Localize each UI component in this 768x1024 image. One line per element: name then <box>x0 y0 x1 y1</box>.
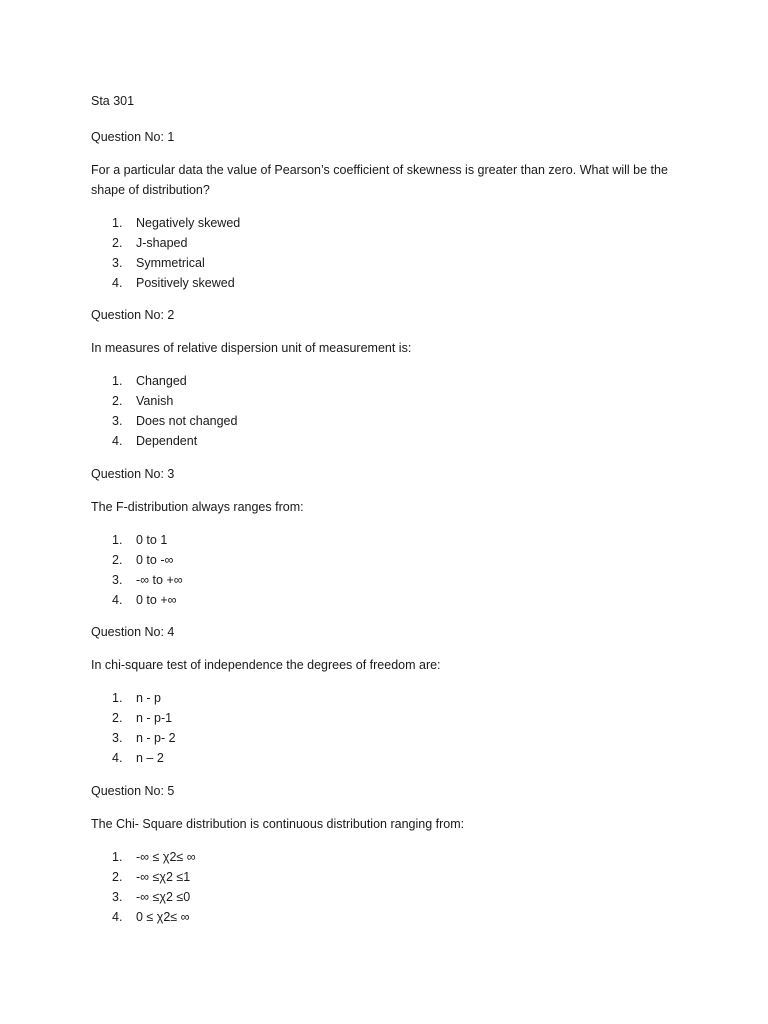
options-list <box>91 847 691 927</box>
option-number: 1. <box>112 216 123 230</box>
option-text: -∞ to +∞ <box>136 573 183 587</box>
option-text: Positively skewed <box>136 276 235 290</box>
question-1 <box>91 127 691 293</box>
option <box>91 253 691 273</box>
option <box>91 570 691 590</box>
option <box>91 431 691 451</box>
option-number: 4. <box>112 751 123 765</box>
option-number: 2. <box>112 236 123 250</box>
option-number: 1. <box>112 691 123 705</box>
option-number: 3. <box>112 256 123 270</box>
option-text: 0 ≤ χ2≤ ∞ <box>136 910 190 924</box>
question-5 <box>91 781 691 927</box>
option-number: 4. <box>112 910 123 924</box>
option <box>91 233 691 253</box>
question-3 <box>91 464 691 610</box>
option-number: 2. <box>112 394 123 408</box>
option <box>91 708 691 728</box>
option <box>91 867 691 887</box>
option-number: 1. <box>112 533 123 547</box>
option-number: 3. <box>112 731 123 745</box>
option-number: 2. <box>112 870 123 884</box>
option-number: 2. <box>112 553 123 567</box>
options-list <box>91 688 691 768</box>
option-text: Vanish <box>136 394 174 408</box>
option-text: Symmetrical <box>136 256 205 270</box>
option-text: 0 to 1 <box>136 533 168 547</box>
option <box>91 213 691 233</box>
option <box>91 391 691 411</box>
option <box>91 371 691 391</box>
option <box>91 550 691 570</box>
option-text: n - p- 2 <box>136 731 176 745</box>
option <box>91 847 691 867</box>
option-text: 0 to -∞ <box>136 553 174 567</box>
option-text: n - p-1 <box>136 711 173 725</box>
option-number: 1. <box>112 850 123 864</box>
option-text: Changed <box>136 374 187 388</box>
option-text: Dependent <box>136 434 198 448</box>
question-text: For a particular data the value of Pearson’s coefficient of skewness is greater than zero. What will be the shape of distribution? <box>91 163 668 197</box>
option-text: -∞ ≤ χ2≤ ∞ <box>136 850 196 864</box>
option <box>91 411 691 431</box>
option-number: 4. <box>112 593 123 607</box>
option-text: n - p <box>136 691 162 705</box>
course-title: Sta 301 <box>91 94 135 108</box>
option-number: 1. <box>112 374 123 388</box>
option <box>91 728 691 748</box>
option <box>91 748 691 768</box>
option-number: 3. <box>112 890 123 904</box>
option <box>91 688 691 708</box>
options-list <box>91 371 691 451</box>
question-2 <box>91 305 691 451</box>
option-text: Negatively skewed <box>136 216 241 230</box>
question-label: Question No: 1 <box>91 130 175 144</box>
options-list <box>91 213 691 293</box>
question-text: The Chi- Square distribution is continuous distribution ranging from: <box>91 817 465 831</box>
option <box>91 887 691 907</box>
question-text: In measures of relative dispersion unit of measurement is: <box>91 341 412 355</box>
question-label: Question No: 5 <box>91 784 175 798</box>
option-text: n – 2 <box>136 751 164 765</box>
option-number: 2. <box>112 711 123 725</box>
option-number: 4. <box>112 276 123 290</box>
question-text: In chi-square test of independence the degrees of freedom are: <box>91 658 441 672</box>
option <box>91 530 691 550</box>
option-text: J-shaped <box>136 236 188 250</box>
question-label: Question No: 4 <box>91 625 175 639</box>
option-number: 3. <box>112 414 123 428</box>
option-text: Does not changed <box>136 414 238 428</box>
question-label: Question No: 2 <box>91 308 175 322</box>
option-number: 3. <box>112 573 123 587</box>
option-text: -∞ ≤χ2 ≤0 <box>136 890 191 904</box>
option <box>91 273 691 293</box>
option-text: 0 to +∞ <box>136 593 177 607</box>
option <box>91 590 691 610</box>
question-text: The F-distribution always ranges from: <box>91 500 304 514</box>
options-list <box>91 530 691 610</box>
option <box>91 907 691 927</box>
option-text: -∞ ≤χ2 ≤1 <box>136 870 191 884</box>
option-number: 4. <box>112 434 123 448</box>
question-label: Question No: 3 <box>91 467 175 481</box>
question-4 <box>91 622 691 768</box>
